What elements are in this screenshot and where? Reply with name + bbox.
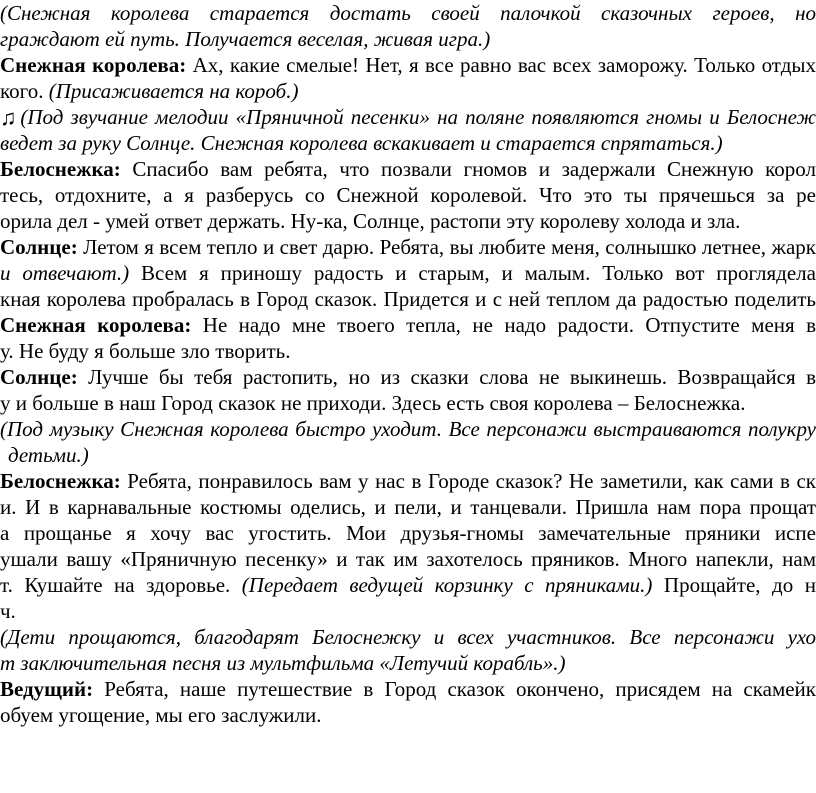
stage-direction: (Присаживается на короб.) — [48, 79, 299, 103]
dialogue-text: ушали вашу «Пряничную песенку» и так им захотелось пряников. Много напекли, нам — [0, 547, 816, 571]
dialogue-text: т. Кушайте на здоровье. — [0, 573, 242, 597]
text-line — [0, 702, 816, 728]
text-line — [0, 650, 816, 676]
text-line — [0, 442, 816, 468]
text-line — [0, 234, 816, 260]
text-line — [0, 390, 816, 416]
dialogue-text: Всем я приношу радость и старым, и малым. Только вот проглядела — [129, 261, 816, 285]
music-note-icon: ♫ — [0, 105, 19, 130]
text-line — [0, 468, 816, 494]
text-line — [0, 312, 816, 338]
dialogue-text: Лучше бы тебя растопить, но из сказки слова не выкинешь. Возвращайся в — [77, 365, 816, 389]
speaker-label: Солнце: — [0, 235, 78, 259]
stage-direction: (Дети прощаются, благодарят Белоснежку и всех участников. Все персонажи ухо — [0, 625, 816, 649]
speaker-label: Снежная королева: — [0, 313, 192, 337]
text-line — [0, 676, 816, 702]
dialogue-text: а прощанье я хочу вас угостить. Мои друзья-гномы замечательные пряники испе — [0, 521, 816, 545]
text-line — [0, 546, 816, 572]
text-line — [0, 598, 816, 624]
text-line — [0, 364, 816, 390]
text-line — [0, 0, 816, 26]
dialogue-text: Спасибо вам ребята, что позвали гномов и задержали Снежную корол — [120, 157, 816, 181]
stage-direction: ведет за руку Солнце. Снежная королева вскакивает и старается спрятаться.) — [0, 131, 723, 155]
text-line — [0, 416, 816, 442]
stage-direction: (Под звучание мелодии «Пряничной песенки» на поляне появляются гномы и Белоснеж — [20, 105, 816, 129]
dialogue-text: Прощайте, до н — [652, 573, 816, 597]
text-line — [0, 494, 816, 520]
text-line — [0, 26, 816, 52]
text-line — [0, 104, 816, 130]
dialogue-text: орила дел - умей ответ держать. Ну-ка, Солнце, растопи эту королеву холода и зла. — [0, 209, 741, 233]
text-line — [0, 624, 816, 650]
text-line — [0, 156, 816, 182]
speaker-label: Снежная королева: — [0, 53, 187, 77]
dialogue-text: у и больше в наш Город сказок не приходи. Здесь есть своя королева – Белоснежка. — [0, 391, 746, 415]
text-line — [0, 260, 816, 286]
stage-direction: (Передает ведущей корзинку с пряниками.) — [241, 573, 653, 597]
dialogue-text: Ребята, наше путешествие в Город сказок окончено, присядем на скамейк — [93, 677, 816, 701]
stage-direction: (Снежная королева старается достать своей палочкой сказочных героев, но — [0, 1, 816, 25]
stage-direction: граждают ей путь. Получается веселая, живая игра.) — [0, 27, 491, 51]
dialogue-text: и. И в карнавальные костюмы оделись, и пели, и танцевали. Пришла нам пора прощат — [0, 495, 816, 519]
stage-direction: и отвечают.) — [0, 261, 130, 285]
dialogue-text: Ах, какие смелые! Нет, я все равно вас всех заморожу. Только отдых — [186, 53, 816, 77]
text-line — [0, 130, 816, 156]
text-line — [0, 520, 816, 546]
dialogue-text: тесь, отдохните, а я разберусь со Снежной королевой. Что это ты прячешься за ре — [0, 183, 816, 207]
text-line — [0, 182, 816, 208]
dialogue-text: Ребята, понравилось вам у нас в Городе сказок? Не заметили, как сами в ск — [120, 469, 816, 493]
dialogue-text: кная королева пробралась в Город сказок. Придется и с ней теплом да радостью поделить — [0, 287, 816, 311]
text-line — [0, 286, 816, 312]
dialogue-text: Летом я всем тепло и свет дарю. Ребята, вы любите меня, солнышко летнее, жарк — [77, 235, 816, 259]
dialogue-text: кого. — [0, 79, 49, 103]
stage-direction: т заключительная песня из мультфильма «Летучий корабль».) — [0, 651, 566, 675]
dialogue-text: обуем угощение, мы его заслужили. — [0, 703, 322, 727]
stage-direction: (Под музыку Снежная королева быстро уходит. Все персонажи выстраиваются полукру — [0, 417, 816, 441]
speaker-label: Белоснежка: — [0, 469, 121, 493]
text-line — [0, 78, 816, 104]
speaker-label: Ведущий: — [0, 677, 94, 701]
stage-direction: детьми.) — [8, 443, 89, 467]
speaker-label: Белоснежка: — [0, 157, 121, 181]
dialogue-text: ч. — [0, 599, 16, 623]
dialogue-text: у. Не буду я больше зло творить. — [0, 339, 291, 363]
text-line — [0, 572, 816, 598]
speaker-label: Солнце: — [0, 365, 78, 389]
text-line — [0, 338, 816, 364]
dialogue-text: Не надо мне твоего тепла, не надо радости. Отпустите меня в — [191, 313, 816, 337]
text-line — [0, 52, 816, 78]
text-line — [0, 208, 816, 234]
